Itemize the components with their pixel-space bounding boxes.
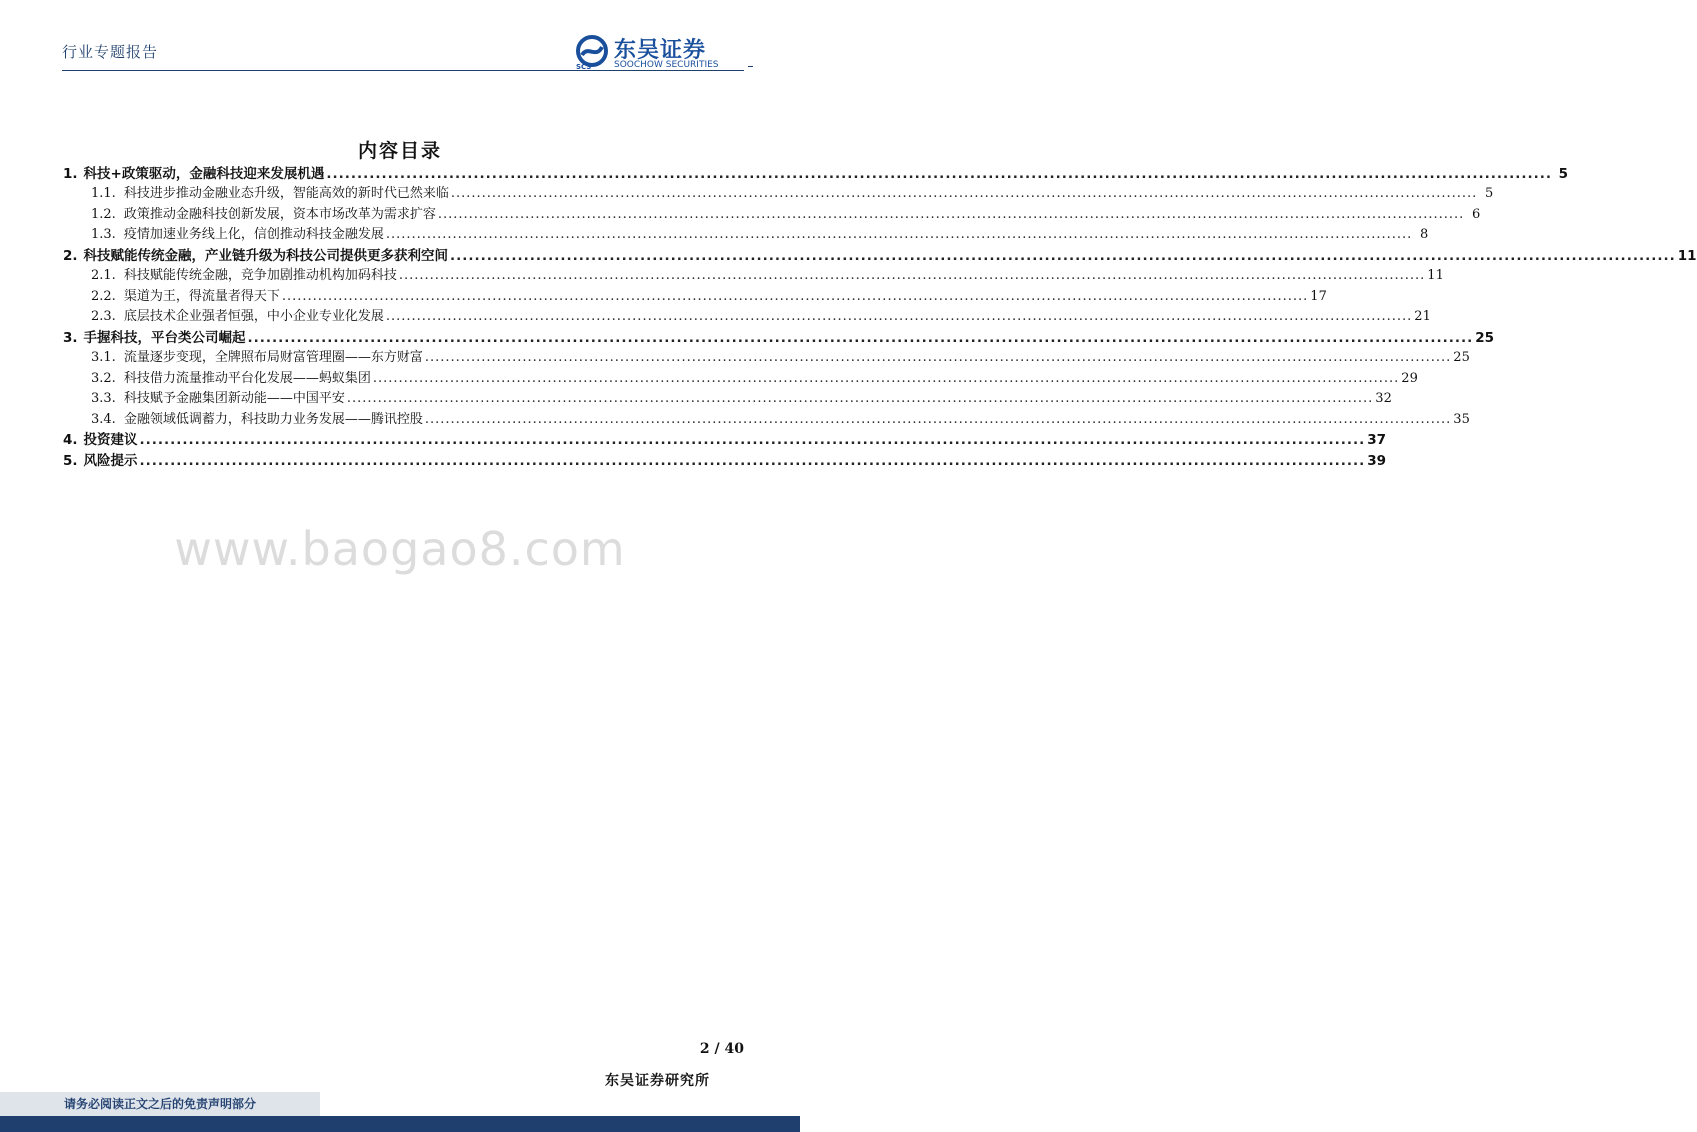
- toc-entry-number: 3.2.: [91, 370, 116, 386]
- toc-entry[interactable]: [63, 225, 1429, 246]
- table-of-contents: [63, 163, 1697, 471]
- page-indicator: 2 / 40: [699, 1041, 744, 1057]
- toc-entry-number: 1.1.: [91, 186, 116, 201]
- toc-entry[interactable]: [63, 327, 1495, 348]
- toc-entry[interactable]: [63, 163, 1569, 184]
- toc-entry-text: 科技借力流量推动平台化发展——蚂蚁集团: [123, 370, 371, 386]
- toc-entry-page: 8: [1420, 227, 1429, 242]
- toc-entry[interactable]: [63, 348, 1470, 369]
- toc-entry-page: 37: [1367, 432, 1387, 448]
- toc-dot-leader: ........................................................................................................................................................................................................: [450, 186, 1478, 201]
- toc-dot-leader: ........................................................................................................................................................................................................: [437, 206, 1465, 222]
- toc-entry-text: 金融领域低调蓄力，科技助力业务发展——腾讯控股: [123, 411, 423, 427]
- toc-entry-page: 25: [1453, 350, 1470, 365]
- toc-entry-text: 疫情加速业务线上化，信创推动科技金融发展: [123, 227, 384, 242]
- toc-entry[interactable]: [63, 368, 1418, 389]
- toc-entry-number: 5.: [63, 452, 78, 469]
- toc-entry-page: 11: [1427, 268, 1444, 283]
- footer-disclaimer: 请务必阅读正文之后的免责声明部分: [0, 1092, 320, 1116]
- toc-dot-leader: ........................................................................................................................................................................................................: [247, 329, 1474, 346]
- toc-entry[interactable]: [63, 204, 1481, 225]
- toc-entry-number: 1.2.: [91, 206, 116, 222]
- toc-entry-page: 5: [1558, 165, 1569, 182]
- toc-entry[interactable]: [63, 245, 1697, 266]
- logo-english-name: SOOCHOW SECURITIES: [614, 60, 719, 70]
- toc-entry-page: 5: [1485, 186, 1494, 201]
- toc-entry-number: 3.: [63, 329, 78, 346]
- toc-dot-leader: ........................................................................................................................................................................................................: [281, 288, 1309, 304]
- toc-entry-number: 3.4.: [91, 411, 116, 427]
- toc-entry-text: 底层技术企业强者恒强，中小企业专业化发展: [123, 309, 384, 324]
- toc-dot-leader: ........................................................................................................................................................................................................: [326, 165, 1553, 182]
- toc-entry[interactable]: [63, 307, 1431, 328]
- toc-entry-text: 科技赋能传统金融，产业链升级为科技公司提供更多获利空间: [83, 247, 449, 264]
- toc-entry-page: 21: [1414, 309, 1431, 324]
- toc-dot-leader: ........................................................................................................................................................................................................: [385, 227, 1413, 242]
- toc-entry[interactable]: [63, 266, 1444, 287]
- toc-entry-text: 风险提示: [83, 452, 138, 469]
- toc-entry-text: 科技+政策驱动，金融科技迎来发展机遇: [83, 165, 325, 182]
- toc-entry-text: 政策推动金融科技创新发展，资本市场改革为需求扩容: [123, 206, 436, 222]
- toc-entry-text: 科技进步推动金融业态升级，智能高效的新时代已然来临: [123, 186, 449, 201]
- toc-entry-number: 2.2.: [91, 288, 116, 304]
- toc-title: 内容目录: [357, 140, 442, 162]
- toc-entry[interactable]: [63, 430, 1387, 451]
- logo-abbreviation: SCS: [576, 63, 592, 71]
- toc-entry-number: 1.3.: [91, 227, 116, 242]
- header-tick: [748, 66, 753, 67]
- toc-entry[interactable]: [63, 286, 1327, 307]
- toc-entry[interactable]: [63, 389, 1392, 410]
- company-logo: [574, 33, 744, 73]
- logo-chinese-name: 东吴证券: [614, 38, 707, 63]
- toc-entry-text: 科技赋能传统金融，竞争加剧推动机构加码科技: [123, 268, 397, 283]
- toc-entry-text: 手握科技，平台类公司崛起: [83, 329, 246, 346]
- toc-entry-text: 流量逐步变现，全牌照布局财富管理圈——东方财富: [123, 350, 423, 365]
- toc-entry-number: 2.3.: [91, 309, 116, 324]
- toc-entry-text: 投资建议: [83, 432, 138, 448]
- toc-entry-number: 2.: [63, 247, 78, 264]
- toc-dot-leader: ........................................................................................................................................................................................................: [424, 350, 1452, 365]
- header-divider: [62, 70, 744, 71]
- toc-dot-leader: ........................................................................................................................................................................................................: [398, 268, 1426, 283]
- toc-entry-page: 39: [1367, 452, 1387, 469]
- toc-entry-page: 35: [1453, 411, 1470, 427]
- toc-entry-page: 17: [1310, 288, 1327, 304]
- toc-dot-leader: ........................................................................................................................................................................................................: [139, 452, 1366, 469]
- toc-dot-leader: ........................................................................................................................................................................................................: [450, 247, 1676, 264]
- toc-entry-number: 1.: [63, 165, 78, 182]
- toc-entry-page: 29: [1401, 370, 1418, 386]
- footer-bar: [0, 1116, 800, 1132]
- toc-entry-page: 6: [1472, 206, 1481, 222]
- toc-entry-page: 11: [1677, 247, 1697, 264]
- toc-entry[interactable]: [63, 184, 1494, 205]
- toc-dot-leader: ........................................................................................................................................................................................................: [139, 432, 1366, 448]
- watermark: www.baogao8.com: [174, 522, 626, 576]
- toc-entry-page: 32: [1375, 391, 1392, 406]
- toc-dot-leader: ........................................................................................................................................................................................................: [385, 309, 1413, 324]
- toc-entry-text: 渠道为王，得流量者得天下: [123, 288, 280, 304]
- toc-entry-number: 3.3.: [91, 391, 116, 406]
- toc-entry[interactable]: [63, 450, 1387, 471]
- toc-entry-number: 3.1.: [91, 350, 116, 365]
- report-type-label: 行业专题报告: [62, 43, 159, 61]
- toc-entry-text: 科技赋予金融集团新动能——中国平安: [123, 391, 345, 406]
- toc-entry-number: 2.1.: [91, 268, 116, 283]
- toc-dot-leader: ........................................................................................................................................................................................................: [346, 391, 1374, 406]
- toc-dot-leader: ........................................................................................................................................................................................................: [372, 370, 1400, 386]
- toc-entry[interactable]: [63, 409, 1470, 430]
- footer-organization: 东吴证券研究所: [605, 1073, 710, 1089]
- toc-entry-page: 25: [1475, 329, 1495, 346]
- toc-dot-leader: ........................................................................................................................................................................................................: [424, 411, 1452, 427]
- toc-entry-number: 4.: [63, 432, 78, 448]
